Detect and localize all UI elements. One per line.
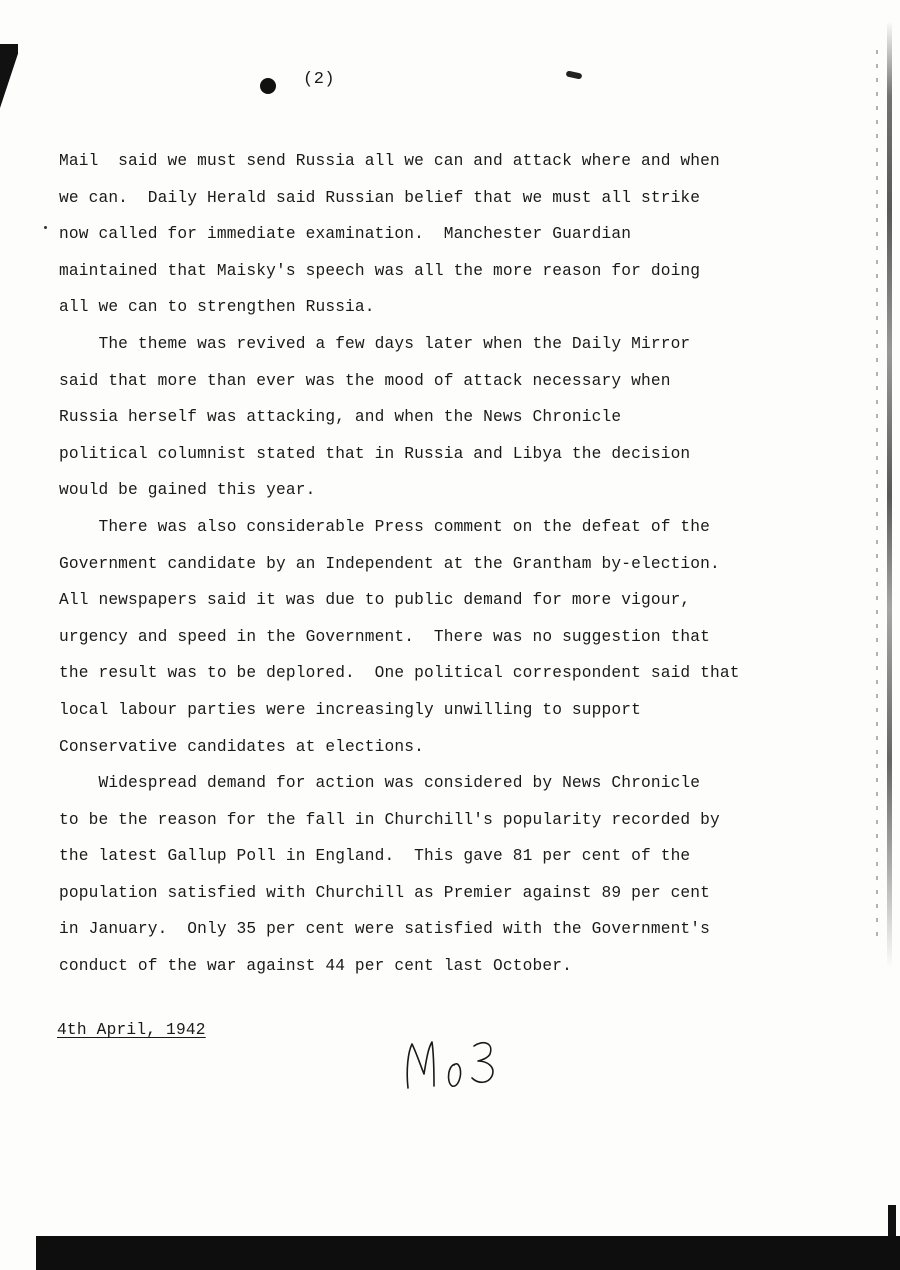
- scan-ink-dash: [566, 70, 583, 79]
- scan-right-edge-thin: [876, 40, 878, 940]
- text-line: all we can to strengthen Russia.: [59, 298, 375, 317]
- scan-corner-mark: [0, 44, 18, 108]
- text-line: to be the reason for the fall in Churchill's popularity recorded by: [59, 810, 720, 829]
- text-line: There was also considerable Press comment on the defeat of the: [59, 517, 711, 536]
- text-line: Conservative candidates at elections.: [59, 737, 424, 756]
- text-line: urgency and speed in the Government. There was no suggestion that: [59, 627, 711, 646]
- text-line: said that more than ever was the mood of attack necessary when: [59, 371, 671, 390]
- text-line: in January. Only 35 per cent were satisfied with the Government's: [59, 920, 711, 939]
- text-line: would be gained this year.: [59, 481, 316, 500]
- text-line: we can. Daily Herald said Russian belief that we must all strike: [59, 188, 701, 207]
- text-line: conduct of the war against 44 per cent last October.: [59, 957, 572, 976]
- body-text: [59, 143, 849, 985]
- text-line: the result was to be deplored. One political correspondent said that: [59, 664, 740, 683]
- text-line: maintained that Maisky's speech was all the more reason for doing: [59, 261, 701, 280]
- text-line: All newspapers said it was due to public demand for more vigour,: [59, 591, 691, 610]
- text-line: the latest Gallup Poll in England. This gave 81 per cent of the: [59, 847, 691, 866]
- scan-bottom-bar: [36, 1236, 900, 1270]
- text-line: Russia herself was attacking, and when the News Chronicle: [59, 408, 622, 427]
- text-line: population satisfied with Churchill as Premier against 89 per cent: [59, 883, 711, 902]
- text-line: Government candidate by an Independent at the Grantham by-election.: [59, 554, 720, 573]
- scan-ink-dot: [260, 78, 276, 94]
- text-line: Widespread demand for action was considered by News Chronicle: [59, 774, 701, 793]
- text-line: The theme was revived a few days later when the Daily Mirror: [59, 334, 691, 353]
- text-line: local labour parties were increasingly unwilling to support: [59, 700, 641, 719]
- text-line: Mail said we must send Russia all we can and attack where and when: [59, 152, 720, 170]
- scan-ink-speck: [44, 226, 47, 229]
- page-number: (2): [303, 70, 336, 89]
- document-date: 4th April, 1942: [57, 1021, 206, 1039]
- scan-right-edge: [887, 20, 892, 970]
- text-line: political columnist stated that in Russia and Libya the decision: [59, 444, 691, 463]
- handwritten-note: [400, 1030, 510, 1100]
- text-line: now called for immediate examination. Manchester Guardian: [59, 225, 632, 244]
